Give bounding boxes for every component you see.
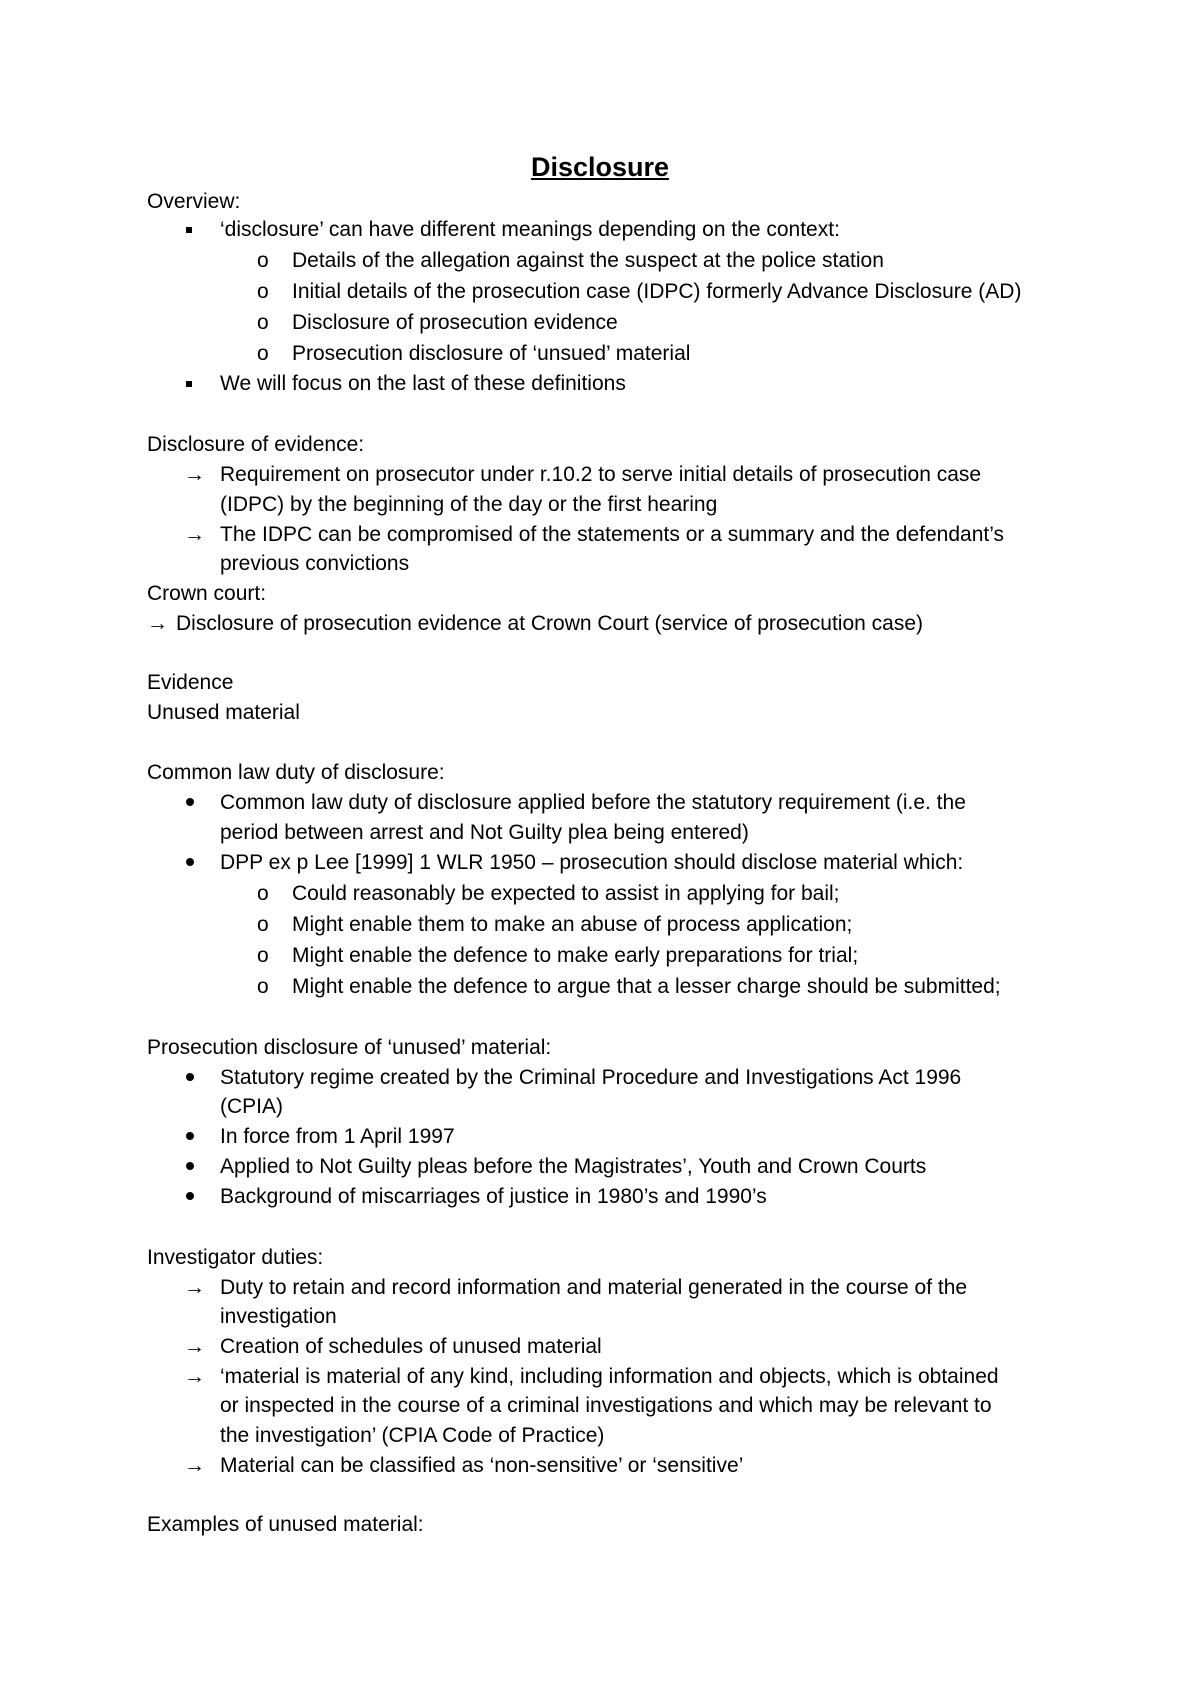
sub-bullet-marker: o	[257, 975, 269, 998]
common-law-sub-2: Might enable them to make an abuse of process application;	[292, 913, 853, 936]
common-law-sub-3: Might enable the defence to make early preparations for trial;	[292, 944, 859, 967]
overview-bullet-2: We will focus on the last of these definitions	[220, 372, 626, 395]
evidence-item-1-line-1: Requirement on prosecutor under r.10.2 to serve initial details of prosecution case	[220, 463, 982, 486]
square-bullet-icon	[186, 369, 192, 398]
prosecution-unused-bullet-2: In force from 1 April 1997	[220, 1125, 455, 1148]
arrow-bullet-icon: →	[184, 1365, 205, 1388]
evidence-item-2-line-1: The IDPC can be compromised of the statements or a summary and the defendant’s	[220, 523, 1005, 546]
investigator-heading: Investigator duties:	[147, 1246, 324, 1269]
sub-bullet-marker: o	[257, 311, 269, 334]
arrow-bullet-icon: →	[184, 1276, 205, 1299]
overview-sub-2: Initial details of the prosecution case (IDPC) formerly Advance Disclosure (AD)	[292, 280, 1022, 303]
sub-bullet-marker: o	[257, 944, 269, 967]
sub-bullet-marker: o	[257, 342, 269, 365]
sub-bullet-marker: o	[257, 249, 269, 272]
investigator-item-3-line-3: the investigation’ (CPIA Code of Practice)	[220, 1424, 605, 1447]
sub-bullet-marker: o	[257, 882, 269, 905]
prosecution-unused-bullet-1-line-2: (CPIA)	[220, 1095, 283, 1118]
arrow-right-icon: →	[147, 612, 168, 635]
round-bullet-icon	[186, 1122, 194, 1151]
investigator-item-2: Creation of schedules of unused material	[220, 1335, 602, 1358]
common-law-bullet-1-line-1: Common law duty of disclosure applied before the statutory requirement (i.e. the	[220, 791, 966, 814]
page-title: Disclosure	[530, 152, 670, 182]
prosecution-unused-bullet-4: Background of miscarriages of justice in 1980’s and 1990’s	[220, 1185, 767, 1208]
common-law-sub-4: Might enable the defence to argue that a lesser charge should be submitted;	[292, 975, 1001, 998]
common-law-bullet-1-line-2: period between arrest and Not Guilty plea being entered)	[220, 821, 749, 844]
crown-court-heading: Crown court:	[147, 582, 267, 605]
investigator-item-3-line-2: or inspected in the course of a criminal investigations and which may be relevant to	[220, 1394, 992, 1417]
arrow-bullet-icon: →	[184, 1454, 205, 1477]
prosecution-unused-bullet-3: Applied to Not Guilty pleas before the Magistrates’, Youth and Crown Courts	[220, 1155, 927, 1178]
round-bullet-icon	[186, 1182, 194, 1211]
overview-sub-4: Prosecution disclosure of ‘unsued’ material	[292, 342, 691, 365]
sub-bullet-marker: o	[257, 280, 269, 303]
unused-material-label: Unused material	[147, 701, 300, 724]
round-bullet-icon	[186, 1063, 194, 1092]
evidence-label: Evidence	[147, 671, 234, 694]
prosecution-unused-bullet-1-line-1: Statutory regime created by the Criminal Procedure and Investigations Act 1996	[220, 1066, 962, 1089]
investigator-item-1-line-1: Duty to retain and record information and material generated in the course of the	[220, 1276, 968, 1299]
common-law-heading: Common law duty of disclosure:	[147, 761, 445, 784]
investigator-item-1-line-2: investigation	[220, 1305, 337, 1328]
common-law-sub-1: Could reasonably be expected to assist in applying for bail;	[292, 882, 840, 905]
investigator-item-4: Material can be classified as ‘non-sensitive’ or ‘sensitive’	[220, 1454, 744, 1477]
round-bullet-icon	[186, 848, 194, 877]
common-law-bullet-2: DPP ex p Lee [1999] 1 WLR 1950 – prosecution should disclose material which:	[220, 851, 964, 874]
evidence-item-1-line-2: (IDPC) by the beginning of the day or the first hearing	[220, 493, 718, 516]
overview-sub-1: Details of the allegation against the suspect at the police station	[292, 249, 884, 272]
evidence-item-2-line-2: previous convictions	[220, 552, 410, 575]
prosecution-unused-heading: Prosecution disclosure of ‘unused’ material:	[147, 1036, 552, 1059]
arrow-bullet-icon: →	[184, 463, 205, 486]
round-bullet-icon	[186, 1152, 194, 1181]
overview-bullet-1: ‘disclosure’ can have different meanings depending on the context:	[220, 218, 840, 241]
round-bullet-icon	[186, 788, 194, 817]
examples-heading: Examples of unused material:	[147, 1513, 424, 1536]
square-bullet-icon	[186, 215, 192, 244]
arrow-bullet-icon: →	[184, 1335, 205, 1358]
crown-court-item: Disclosure of prosecution evidence at Crown Court (service of prosecution case)	[176, 612, 924, 635]
overview-heading: Overview:	[147, 190, 241, 213]
arrow-bullet-icon: →	[184, 523, 205, 546]
overview-sub-3: Disclosure of prosecution evidence	[292, 311, 618, 334]
sub-bullet-marker: o	[257, 913, 269, 936]
evidence-disclosure-heading: Disclosure of evidence:	[147, 433, 365, 456]
investigator-item-3-line-1: ‘material is material of any kind, including information and objects, which is obtained	[220, 1365, 999, 1388]
